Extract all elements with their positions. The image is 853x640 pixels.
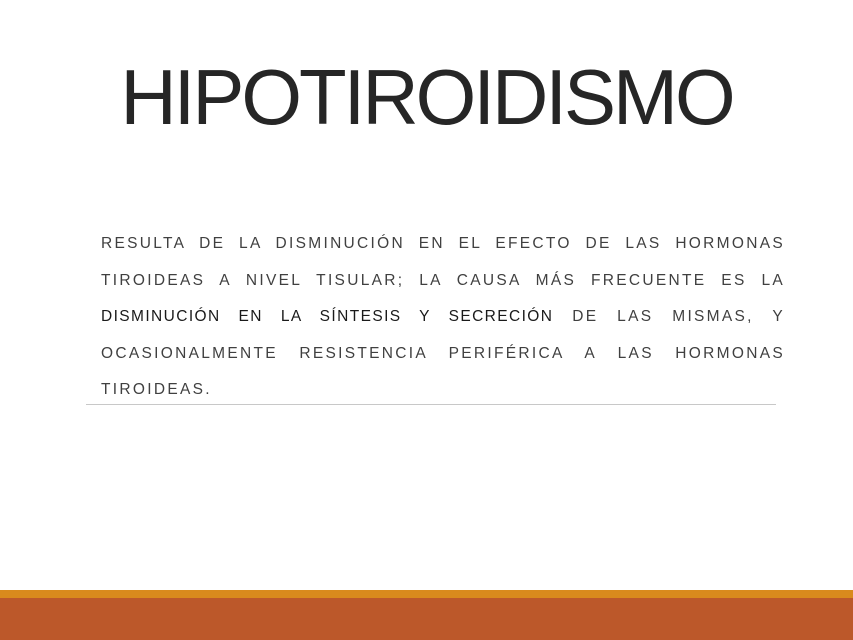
content-divider bbox=[86, 404, 776, 405]
footer-accent-stripe bbox=[0, 590, 853, 598]
slide-body-text bbox=[101, 226, 785, 409]
body-text-part-2: DE LAS MISMAS, Y OCASIONALMENTE RESISTENCIA PERIFÉRICA A LAS HORMONAS TIROIDEAS. bbox=[101, 308, 785, 398]
footer-bar bbox=[0, 598, 853, 640]
body-text-emphasis: DISMINUCIÓN EN LA SÍNTESIS Y SECRECIÓN bbox=[101, 308, 554, 325]
slide-title: HIPOTIROIDISMO bbox=[120, 53, 733, 141]
body-text-part-1: RESULTA DE LA DISMINUCIÓN EN EL EFECTO DE LAS HORMONAS TIROIDEAS A NIVEL TISULAR; LA CAUSA MÁS FRECUENTE ES LA bbox=[101, 235, 785, 289]
